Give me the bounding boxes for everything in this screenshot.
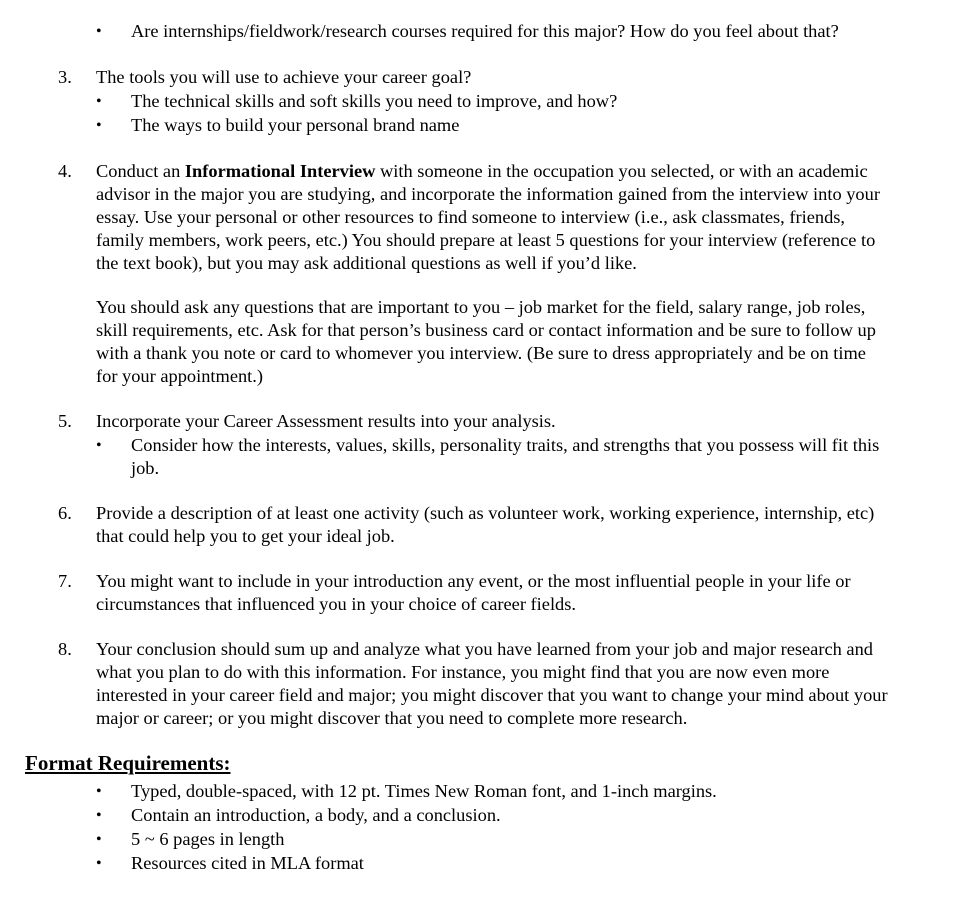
bullet-dot: • (96, 807, 102, 824)
item-3-text: The tools you will use to achieve your career goal? (96, 67, 472, 87)
item-4-para2-line: You should ask any questions that are important to you – job market for the field, salary range, job roles, (96, 297, 866, 317)
item-3-number: 3. (58, 67, 72, 87)
format-bullet: Typed, double-spaced, with 12 pt. Times New Roman font, and 1-inch margins. (131, 781, 717, 801)
item-4-line: essay. Use your personal or other resources to find someone to interview (i.e., ask classmates, friends, (96, 207, 846, 227)
bullet-dot: • (96, 117, 102, 134)
item-4-line: the text book), but you may ask additional questions as well if you’d like. (96, 253, 637, 273)
item-4-line-1-rest: with someone in the occupation you selected, or with an academic (375, 161, 868, 181)
format-bullet: Contain an introduction, a body, and a conclusion. (131, 805, 501, 825)
item-4-line-1 (96, 160, 868, 183)
item-8-line: major or career; or you might discover that you need to complete more research. (96, 708, 688, 728)
item-4-line: family members, work peers, etc.) You should prepare at least 5 questions for your interview (reference to (96, 230, 876, 250)
bullet-dot: • (96, 23, 102, 40)
bullet-dot: • (96, 437, 102, 454)
bullet-dot: • (96, 93, 102, 110)
item-4-para2-line: for your appointment.) (96, 366, 264, 386)
item-8-line: Your conclusion should sum up and analyze what you have learned from your job and major research and (96, 639, 873, 659)
item-6-number: 6. (58, 503, 72, 523)
format-bullet: 5 ~ 6 pages in length (131, 829, 285, 849)
item-7-line: circumstances that influenced you in your choice of career fields. (96, 594, 576, 614)
item-4-number: 4. (58, 161, 72, 181)
item-5-text: Incorporate your Career Assessment results into your analysis. (96, 411, 556, 431)
bullet-dot: • (96, 783, 102, 800)
item-5-number: 5. (58, 411, 72, 431)
format-requirements-heading: Format Requirements: (25, 751, 231, 775)
item-4-lead: Conduct an (96, 161, 185, 181)
top-bullet-text: Are internships/fieldwork/research courses required for this major? How do you feel about that? (131, 21, 839, 41)
informational-interview-term: Informational Interview (184, 161, 376, 181)
item-8-number: 8. (58, 639, 72, 659)
item-8-line: what you plan to do with this information. For instance, you might find that you are now even more (96, 662, 830, 682)
item-5-bullet-line: job. (131, 458, 160, 478)
item-5-bullet-line: Consider how the interests, values, skills, personality traits, and strengths that you possess will fit this (131, 435, 880, 455)
bullet-dot: • (96, 831, 102, 848)
item-7-number: 7. (58, 571, 72, 591)
item-3-bullet: The ways to build your personal brand name (131, 115, 460, 135)
format-bullet: Resources cited in MLA format (131, 853, 364, 873)
item-6-line: that could help you to get your ideal job. (96, 526, 395, 546)
item-7-line: You might want to include in your introduction any event, or the most influential people in your life or (96, 571, 851, 591)
item-4-para2-line: skill requirements, etc. Ask for that person’s business card or contact information and be sure to follow up (96, 320, 876, 340)
item-4-para2-line: with a thank you note or card to whomever you interview. (Be sure to dress appropriately and be on time (96, 343, 866, 363)
item-4-line: advisor in the major you are studying, and incorporate the information gained from the interview into your (96, 184, 880, 204)
item-6-line: Provide a description of at least one activity (such as volunteer work, working experience, internship, etc) (96, 503, 875, 523)
item-8-line: interested in your career field and major; you might discover that you want to change your mind about your (96, 685, 888, 705)
item-3-bullet: The technical skills and soft skills you need to improve, and how? (131, 91, 618, 111)
bullet-dot: • (96, 855, 102, 872)
